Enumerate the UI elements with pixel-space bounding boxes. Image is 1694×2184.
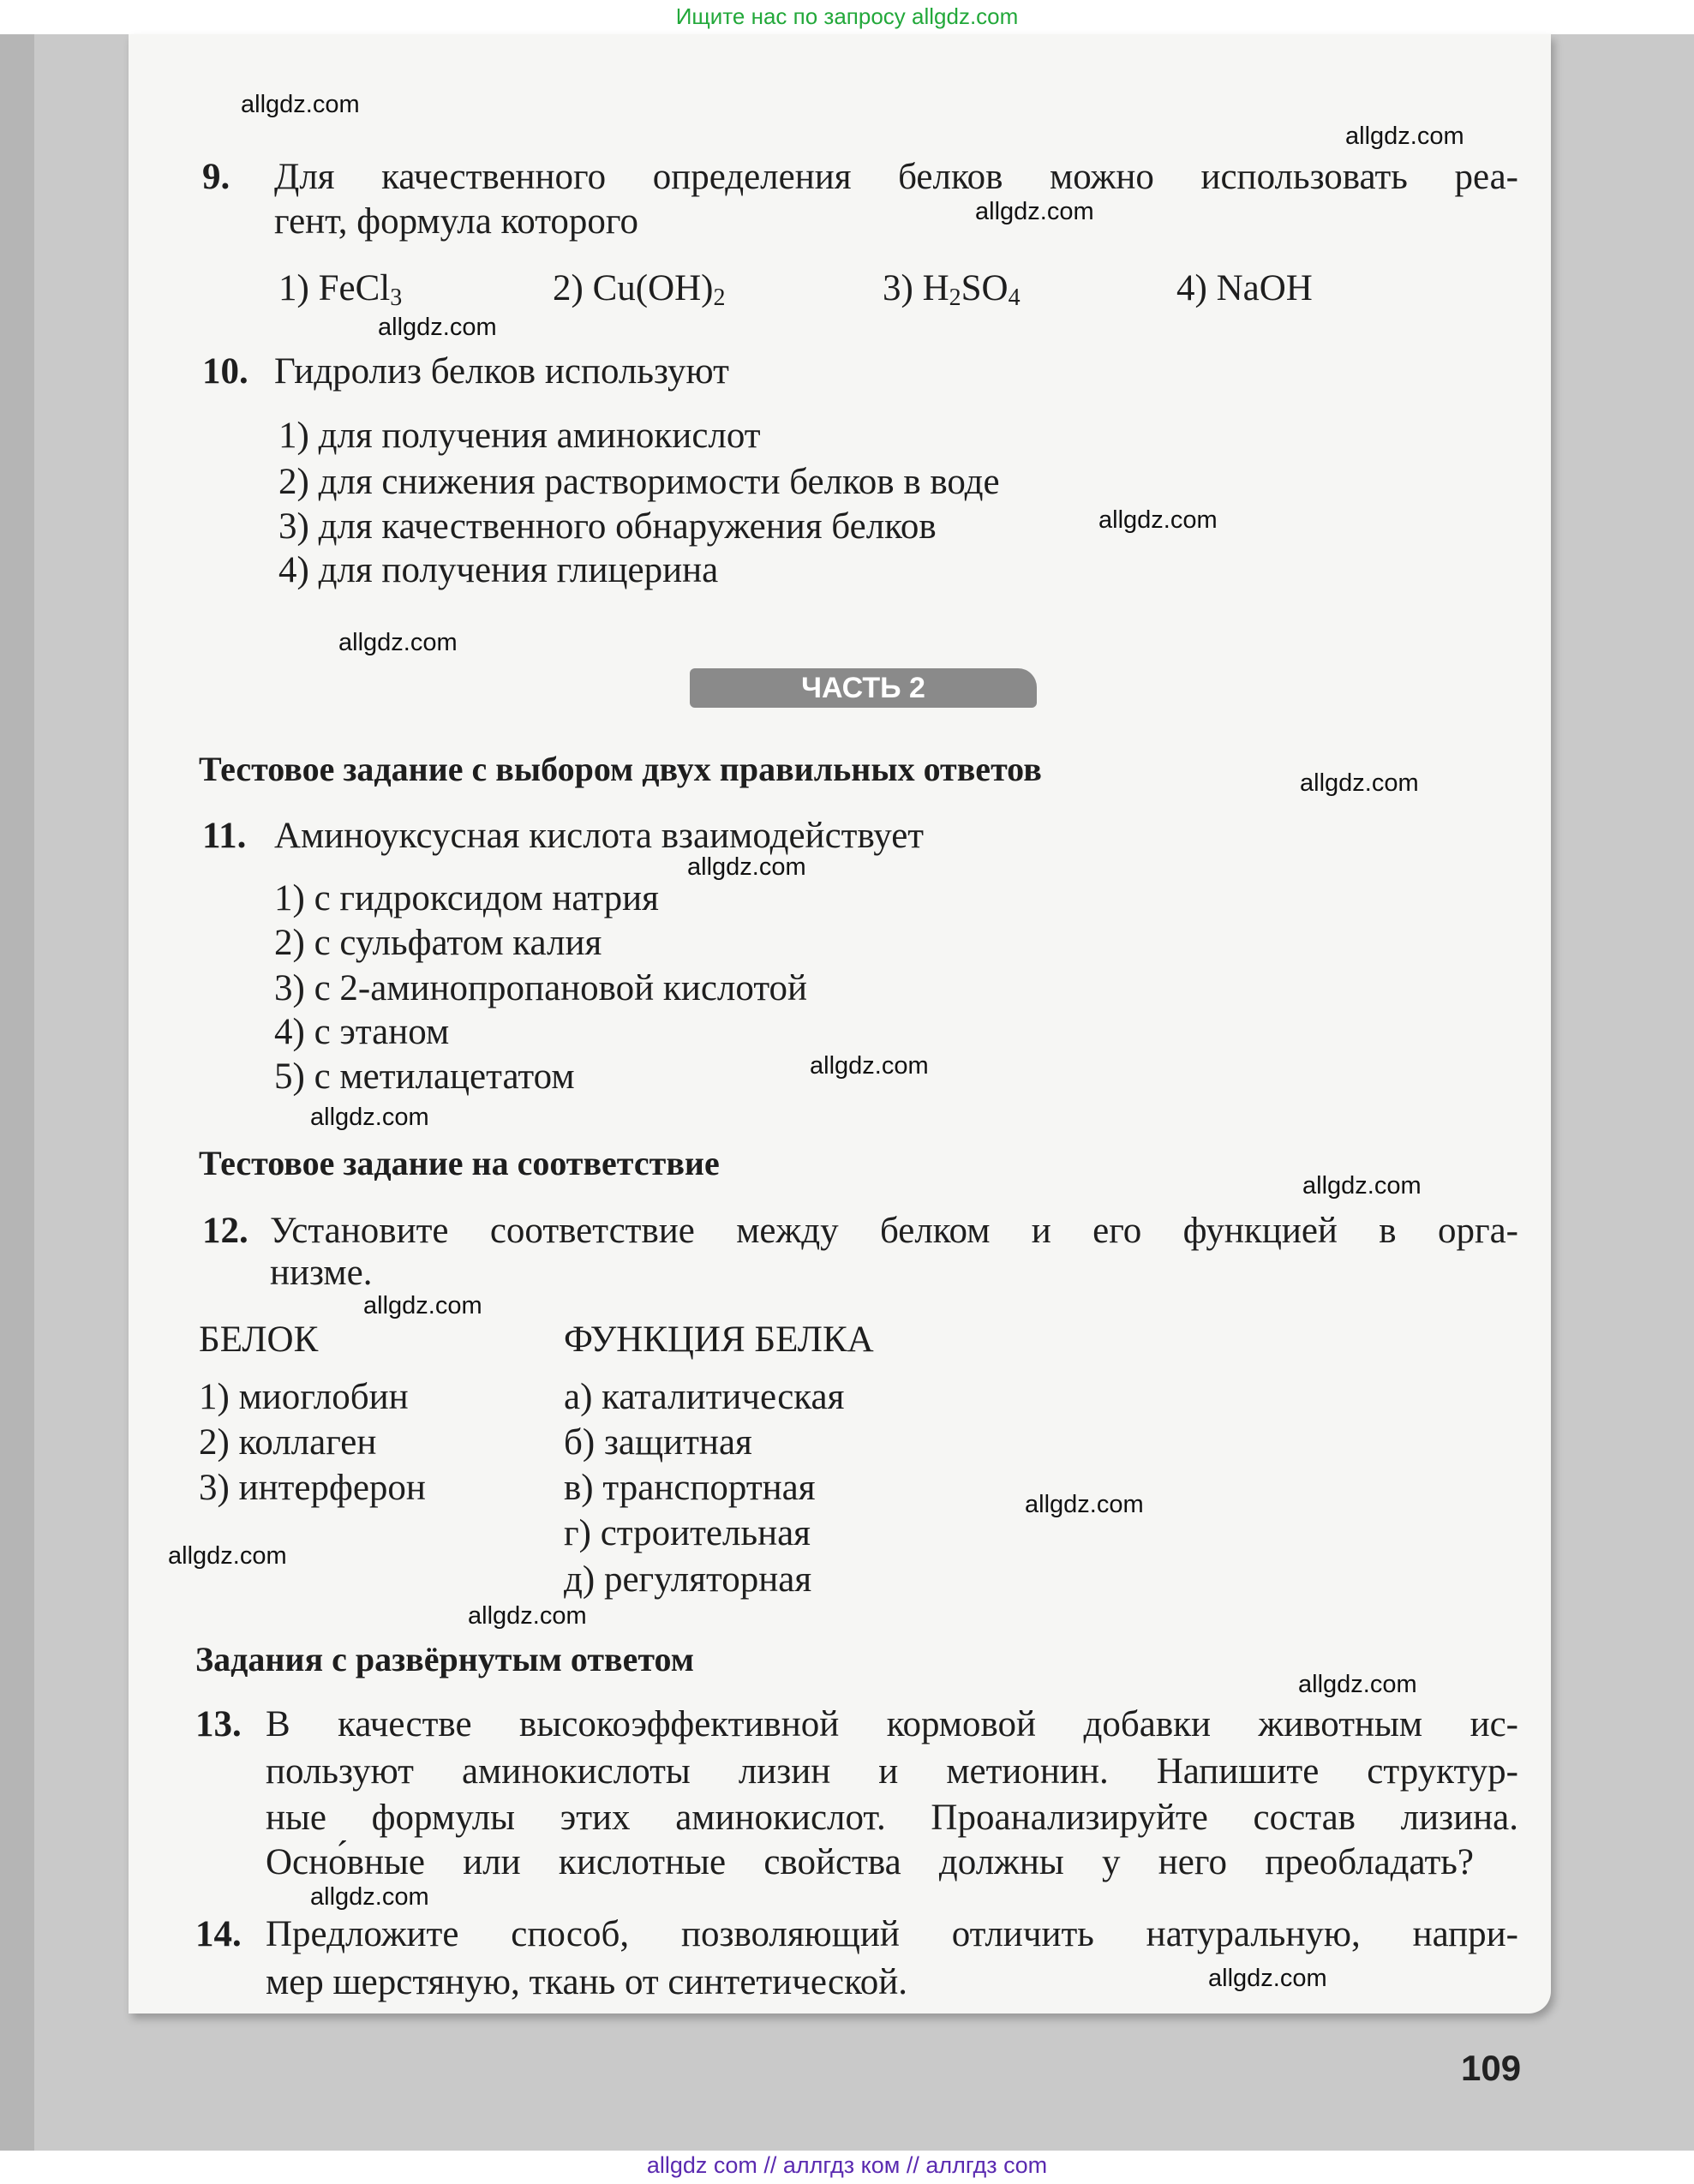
watermark: allgdz.com	[378, 314, 497, 341]
question-13-number: 13.	[195, 1704, 242, 1744]
function-d: г) строительная	[564, 1513, 811, 1553]
option-11-2: 2) с сульфатом калия	[274, 923, 602, 963]
column-header-protein: БЕЛОК	[199, 1319, 319, 1360]
watermark: allgdz.com	[1345, 123, 1464, 150]
watermark: allgdz.com	[1298, 1671, 1417, 1698]
option-9-1: 1) FeCl$_3$	[278, 268, 403, 311]
question-10-text: Гидролиз белков используют	[274, 351, 729, 392]
option-11-3: 3) с 2-аминопропановой кислотой	[274, 968, 808, 1008]
option-10-1: 1) для получения аминокислот	[278, 416, 761, 456]
page-edge	[0, 34, 34, 2151]
watermark: allgdz.com	[1302, 1172, 1422, 1200]
question-12-text-2: низме.	[270, 1253, 373, 1293]
question-13-line-4: Осно́вные или кислотные свойства должны у него преобладать?	[266, 1842, 1474, 1882]
option-9-3: 3) $H_2SO_4$	[883, 268, 1021, 311]
watermark: allgdz.com	[241, 91, 360, 118]
watermark: allgdz.com	[1300, 769, 1419, 797]
protein-3: 3) интерферон	[199, 1468, 426, 1508]
option-10-2: 2) для снижения растворимости белков в воде	[278, 462, 1000, 502]
section-heading-two-answers: Тестовое задание с выбором двух правильных ответов	[199, 750, 1042, 788]
top-banner[interactable]: Ищите нас по запросу allgdz.com	[675, 3, 1019, 29]
question-12-number: 12.	[202, 1211, 248, 1251]
section-heading-matching: Тестовое задание на соответствие	[199, 1144, 720, 1182]
protein-1: 1) миоглобин	[199, 1377, 409, 1417]
question-14-line-2: мер шерстяную, ткань от синтетической.	[266, 1962, 908, 2002]
watermark: allgdz.com	[1098, 506, 1218, 534]
column-header-function: ФУНКЦИЯ БЕЛКА	[564, 1319, 874, 1360]
option-10-3: 3) для качественного обнаружения белков	[278, 506, 937, 547]
question-13-line-2: пользуют аминокислоты лизин и метионин. Напишите структур-	[266, 1751, 1518, 1792]
page-number: 109	[1461, 2048, 1522, 2088]
protein-2: 2) коллаген	[199, 1422, 377, 1463]
function-b: б) защитная	[564, 1422, 752, 1463]
option-10-4: 4) для получения глицерина	[278, 550, 719, 590]
question-9-number: 9.	[202, 157, 230, 197]
function-e: д) регуляторная	[564, 1559, 812, 1600]
part-2-banner: ЧАСТЬ 2	[690, 668, 1037, 708]
question-14-number: 14.	[195, 1914, 242, 1954]
question-9-text: Для качественного определения белков можно использовать реа-	[274, 157, 1518, 197]
watermark: allgdz.com	[687, 853, 806, 881]
watermark: allgdz.com	[810, 1052, 929, 1080]
question-13-line-3: ные формулы этих аминокислот. Проанализируйте состав лизина.	[266, 1798, 1518, 1838]
section-heading-extended: Задания с развёрнутым ответом	[195, 1640, 695, 1678]
question-11-number: 11.	[202, 816, 247, 856]
question-10-number: 10.	[202, 351, 248, 392]
watermark: allgdz.com	[310, 1883, 429, 1911]
option-11-4: 4) с этаном	[274, 1012, 450, 1052]
watermark: allgdz.com	[1025, 1491, 1144, 1518]
watermark: allgdz.com	[168, 1542, 287, 1570]
function-c: в) транспортная	[564, 1468, 816, 1508]
watermark: allgdz.com	[363, 1292, 482, 1319]
question-14-line-1: Предложите способ, позволяющий отличить натуральную, напри-	[266, 1914, 1518, 1954]
question-9-text-2: гент, формула которого	[274, 201, 638, 242]
question-13-line-1: В качестве высокоэффективной кормовой добавки животным ис-	[266, 1704, 1518, 1744]
option-9-4: 4) NaOH	[1176, 268, 1313, 308]
function-a: а) каталитическая	[564, 1377, 845, 1417]
option-9-2: 2) $Cu(OH)_2$	[553, 268, 726, 311]
question-11-text: Аминоуксусная кислота взаимодействует	[274, 816, 925, 856]
bottom-banner[interactable]: allgdz com // аллгдз ком // аллгдз com	[646, 2152, 1048, 2178]
watermark: allgdz.com	[975, 198, 1094, 225]
question-12-text: Установите соответствие между белком и его функцией в орга-	[270, 1211, 1518, 1251]
watermark: allgdz.com	[1208, 1965, 1327, 1992]
watermark: allgdz.com	[468, 1602, 587, 1630]
option-11-1: 1) с гидроксидом натрия	[274, 878, 659, 918]
watermark: allgdz.com	[310, 1104, 429, 1131]
watermark: allgdz.com	[338, 629, 458, 656]
option-11-5: 5) с метилацетатом	[274, 1056, 575, 1097]
